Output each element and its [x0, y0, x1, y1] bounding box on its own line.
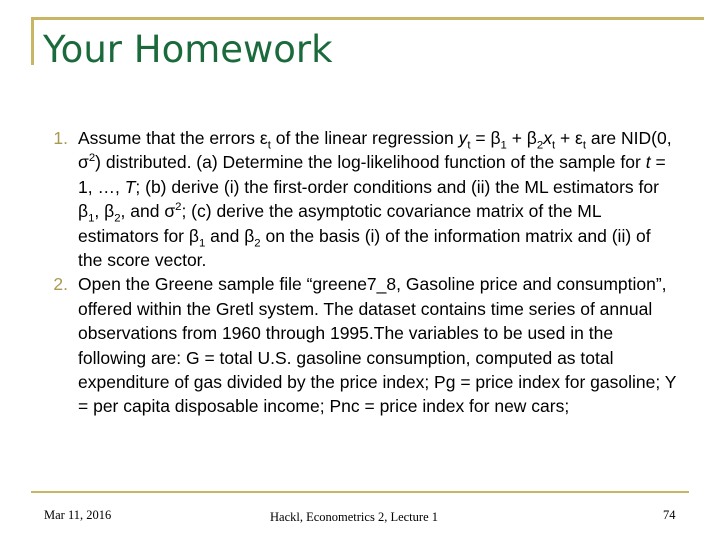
text-run: , β	[94, 201, 115, 222]
slide-title: Your Homework	[43, 28, 333, 71]
homework-list	[12, 126, 677, 419]
subscript: 2	[254, 237, 261, 250]
footer-date: Mar 11, 2016	[44, 508, 112, 522]
italic-symbol: T	[124, 176, 136, 197]
subscript: 2	[536, 139, 544, 152]
title-frame-horizontal-rule	[31, 17, 704, 20]
superscript: 2	[88, 152, 96, 165]
text-run: + ε	[555, 128, 583, 148]
item-number: 1.	[53, 128, 68, 148]
homework-item-2	[12, 272, 677, 418]
italic-symbol: t	[645, 152, 651, 173]
subscript: t	[467, 139, 471, 152]
text-run: are NID(0, σ	[78, 128, 672, 173]
text-run: on the basis (i) of the information matrix and (ii) of the score vector.	[78, 225, 651, 271]
footer-rule	[31, 491, 689, 493]
text-run: = 1, …,	[78, 152, 666, 197]
text-run: + β	[506, 128, 537, 148]
subscript: t	[551, 139, 556, 152]
text-run: , and σ	[120, 201, 176, 222]
subscript: 1	[198, 237, 206, 250]
subscript: 1	[500, 139, 507, 152]
superscript: 2	[175, 201, 182, 214]
homework-item-1	[12, 126, 677, 272]
item-text	[78, 274, 676, 416]
italic-symbol: y	[458, 128, 468, 148]
text-run: ) distributed. (a) Determine the log-likelihood function of the sample for	[95, 152, 646, 173]
italic-symbol: x	[543, 128, 552, 148]
text-run: Assume that the errors ε	[78, 128, 268, 148]
item-number: 2.	[53, 274, 68, 295]
text-run: and β	[205, 225, 255, 246]
title-frame-vertical-rule	[31, 17, 34, 65]
text-run: of the linear regression	[270, 128, 459, 148]
text-run: Open the Greene sample file “greene7_8, Gasoline price and consumption”, offered within the Gretl system. The dataset contains time series of annual observations from 1960 through 1995.The variables to be used in the following are: G = total U.S. gasoline consumption, computed as total expenditure of gas divided by the price index; Pg = price index for gasoline; Y = per capita disposable income; Pnc = price index for new cars;	[78, 274, 677, 417]
text-run: = β	[470, 128, 501, 148]
subscript: 1	[88, 212, 95, 225]
subscript: t	[582, 139, 586, 152]
text-run: ; (b) derive (i) the first-order conditions and (ii) the ML estimators for β	[78, 176, 659, 222]
item-text	[78, 128, 672, 270]
page-number: 74	[663, 508, 676, 522]
text-run: ; (c) derive the asymptotic covariance matrix of the ML estimators for β	[78, 201, 601, 246]
footer-course-label: Hackl, Econometrics 2, Lecture 1	[270, 510, 438, 524]
subscript: 2	[114, 212, 121, 225]
subscript: t	[267, 139, 271, 152]
